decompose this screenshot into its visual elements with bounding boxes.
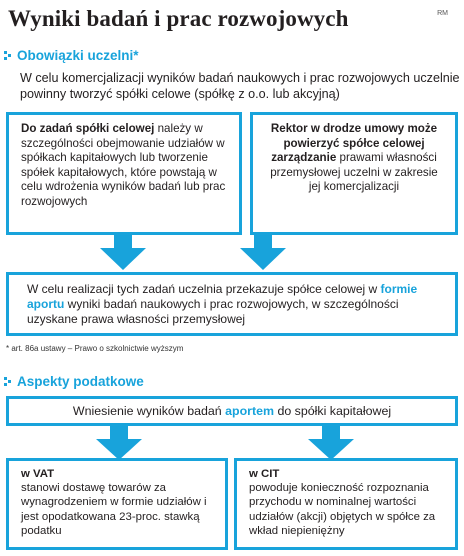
section-heading-label: Obowiązki uczelni*: [17, 48, 139, 63]
box-right-bold: Rektor w drodze umowy może powierzyć spółce celowej zarządzanie: [270, 122, 438, 165]
footnote: * art. 86a ustawy – Prawo o szkolnictwie wyższym: [6, 344, 184, 353]
page-title: Wyniki badań i prac rozwojowych: [8, 6, 349, 31]
section-heading-tax: [4, 374, 144, 389]
author-credit: RM: [437, 10, 448, 17]
box-left-text: należy w szczególności obejmowanie udziałów w spółkach kapitałowych lub tworzenie spółek kapitałowych, które powstają w celu wdrożenia wyników badań lub prac rozwojowych: [21, 122, 226, 208]
box-right-text: prawami własności przemysłowej uczelni w zakresie jej komercjalizacji: [270, 151, 438, 194]
section-heading-obligations: [4, 48, 139, 63]
box-top-text-2: do spółki kapitałowej: [274, 404, 392, 418]
arrow-down-cit-icon: [306, 424, 356, 460]
box-cit: [234, 458, 458, 550]
bullet-dots-icon: [4, 51, 12, 61]
box-special-purpose-company: [6, 112, 242, 235]
box-vat: [6, 458, 228, 550]
box-vat-heading: w VAT: [21, 468, 55, 480]
box-vat-text: stanowi dostawę towarów za wynagrodzeniem w formie udziałów i jest opodatkowana 23-proc. stawką podatku: [21, 482, 207, 537]
arrow-down-left-icon: [98, 232, 148, 270]
intro-text: W celu komercjalizacji wyników badań naukowych i prac rozwojowych uczelnie powinny tworzyć spółki celowe (spółkę z o.o. lub akcyjną): [20, 71, 460, 101]
box-top-text-1: Wniesienie wyników badań: [72, 404, 226, 418]
box-contribution-in-kind: [6, 272, 458, 336]
box-bottom-text-2: wyniki badań naukowych i prac rozwojowych, w szczególności uzyskane prawa własności przemysłowej: [27, 297, 399, 326]
box-cit-heading: w CIT: [249, 468, 280, 480]
box-cit-text: powoduje konieczność rozpoznania przychodu w nominalnej wartości udziałów (akcji) objętych w spółce za wkład niepieniężny: [249, 482, 436, 537]
box-bottom-text-1: W celu realizacji tych zadań uczelnia przekazuje spółce celowej w: [27, 282, 381, 296]
bullet-dots-icon: [4, 377, 12, 387]
box-left-bold: Do zadań spółki celowej: [21, 122, 155, 135]
box-top-highlight: aportem: [225, 404, 274, 418]
box-rector: [250, 112, 458, 235]
box-bottom-highlight: formie aportu: [27, 282, 418, 311]
section-heading-label: Aspekty podatkowe: [17, 374, 144, 389]
box-contribution-tax: [6, 396, 458, 426]
arrow-down-vat-icon: [94, 424, 144, 460]
arrow-down-right-icon: [238, 232, 288, 270]
